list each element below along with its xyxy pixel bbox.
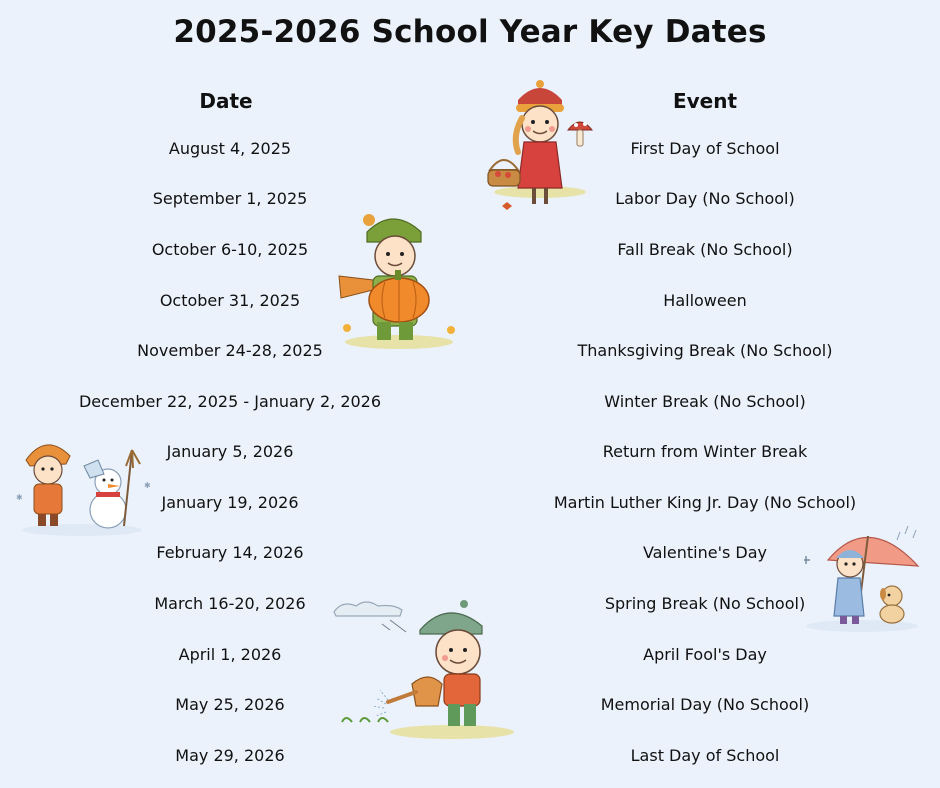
event-cell: Memorial Day (No School) (600, 695, 810, 714)
boy-with-pumpkin-icon (333, 206, 465, 352)
event-column-header: Event (672, 89, 738, 113)
list-item (0, 238, 940, 262)
svg-text:✱: ✱ (16, 493, 23, 502)
list-item (0, 187, 940, 211)
event-cell: Martin Luther King Jr. Day (No School) (553, 493, 857, 512)
event-cell: Halloween (663, 291, 747, 310)
girl-with-basket-icon (478, 78, 602, 220)
list-item (0, 339, 940, 363)
svg-text:✱: ✱ (144, 481, 151, 490)
event-cell: Valentine's Day (642, 543, 768, 562)
date-cell: May 29, 2026 (175, 746, 285, 765)
list-item (0, 137, 940, 161)
date-cell: January 19, 2026 (161, 493, 299, 512)
event-cell: Labor Day (No School) (615, 189, 795, 208)
boy-with-watering-can-icon (332, 600, 516, 742)
date-cell: September 1, 2025 (152, 189, 308, 208)
date-cell: April 1, 2026 (178, 645, 282, 664)
list-item (0, 289, 940, 313)
event-cell: Thanksgiving Break (No School) (577, 341, 833, 360)
date-cell: February 14, 2026 (156, 543, 304, 562)
date-cell: October 31, 2025 (159, 291, 301, 310)
event-cell: Winter Break (No School) (604, 392, 806, 411)
child-with-snowman-icon (12, 430, 152, 538)
date-cell: October 6-10, 2025 (151, 240, 309, 259)
date-cell: November 24-28, 2025 (137, 341, 323, 360)
date-cell: March 16-20, 2026 (154, 594, 306, 613)
event-cell: April Fool's Day (643, 645, 767, 664)
event-cell: First Day of School (630, 139, 780, 158)
event-cell: Fall Break (No School) (617, 240, 793, 259)
event-cell: Spring Break (No School) (604, 594, 806, 613)
date-cell: December 22, 2025 - January 2, 2026 (78, 392, 382, 411)
date-column-header: Date (199, 89, 253, 113)
event-cell: Last Day of School (630, 746, 780, 765)
date-cell: January 5, 2026 (166, 442, 294, 461)
page-title: 2025-2026 School Year Key Dates (173, 14, 767, 50)
list-item (0, 390, 940, 414)
date-cell: May 25, 2026 (175, 695, 285, 714)
child-with-umbrella-icon (798, 520, 926, 634)
date-cell: August 4, 2025 (168, 139, 292, 158)
event-cell: Return from Winter Break (602, 442, 808, 461)
list-item (0, 744, 940, 768)
